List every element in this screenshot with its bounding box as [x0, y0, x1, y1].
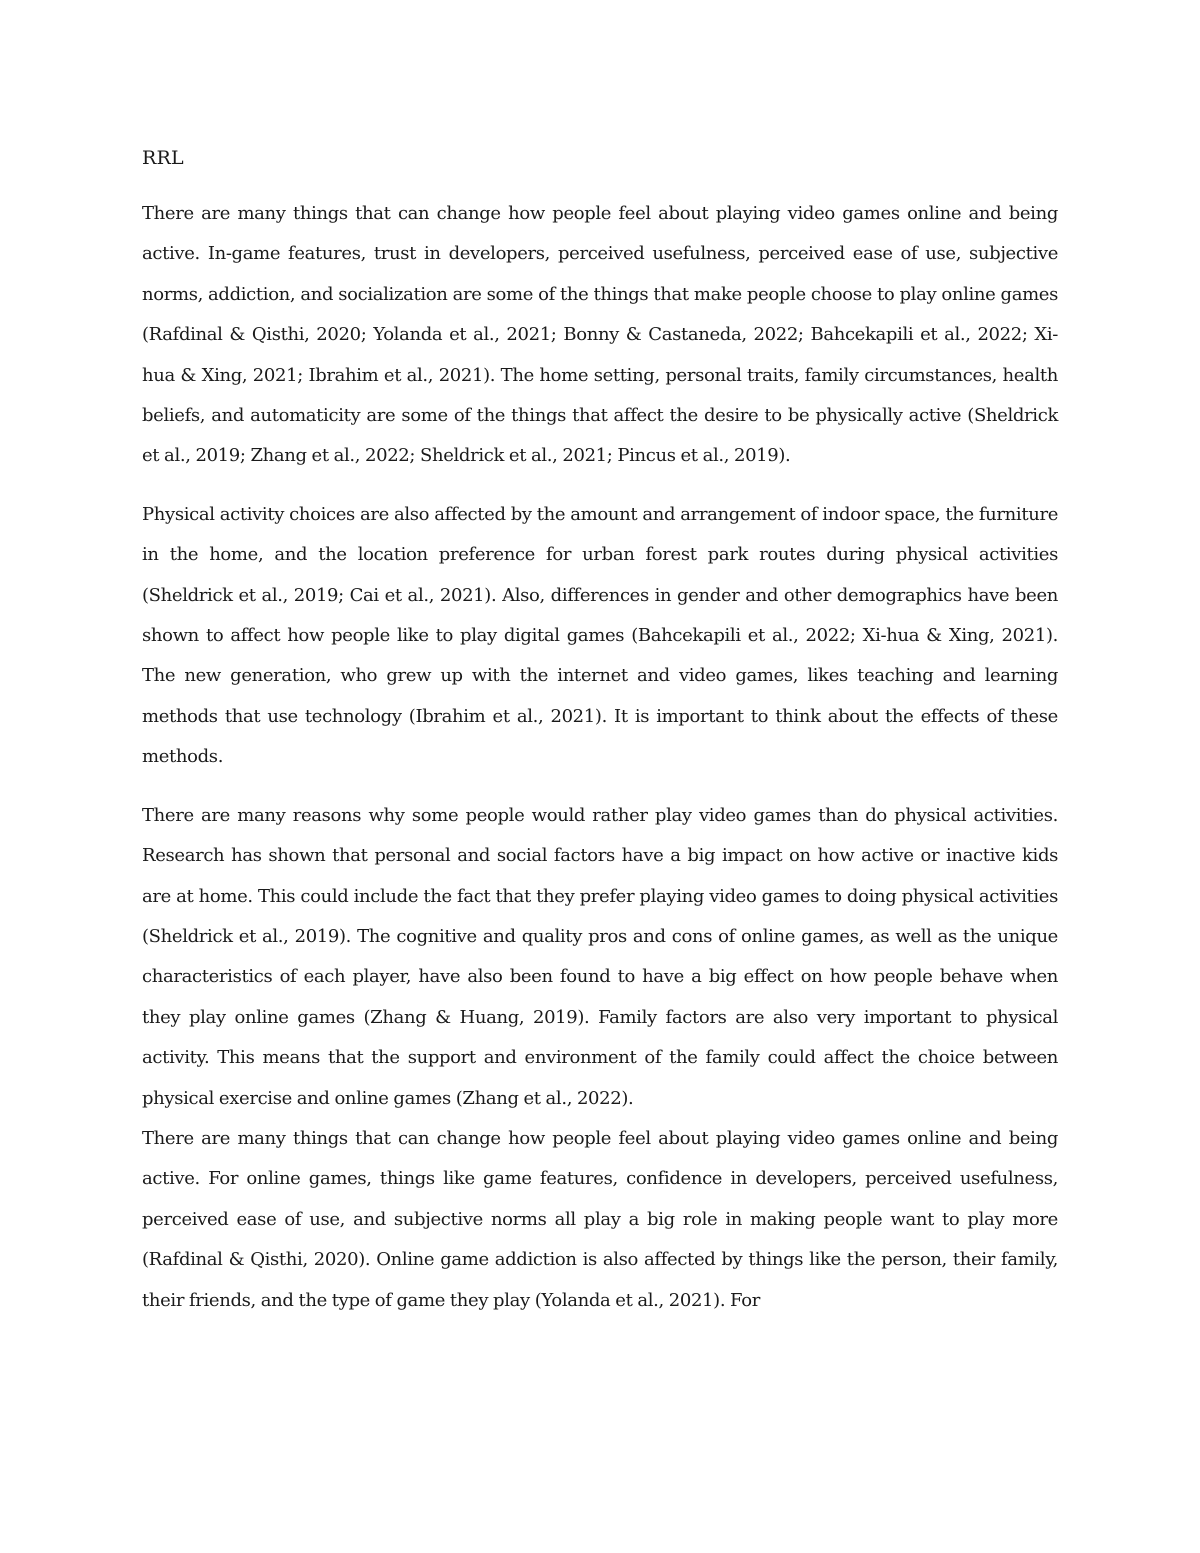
paragraph-2: Physical activity choices are also affected by the amount and arrangement of indoor space, the furniture in the home, and the location preference for urban forest park routes during physical activities (Sheldrick et al., 2019; Cai et al., 2021). Also, differences in gender and other demographics have been shown to affect how people like to play digital games (Bahcekapili et al., 2022; Xi-hua & Xing, 2021). The new generation, who grew up with the internet and video games, likes teaching and learning methods that use technology (Ibrahim et al., 2021). It is important to think about the effects of these methods.	[142, 503, 1058, 768]
paragraph-3: There are many reasons why some people would rather play video games than do physical activities. Research has shown that personal and social factors have a big impact on how active or inactive kids are at home. This could include the fact that they prefer playing video games to doing physical activities (Sheldrick et al., 2019). The cognitive and quality pros and cons of online games, as well as the unique characteristics of each player, have also been found to have a big effect on how people behave when they play online games (Zhang & Huang, 2019). Family factors are also very important to physical activity. This means that the support and environment of the family could affect the choice between physical exercise and online games (Zhang et al., 2022).	[142, 804, 1058, 1109]
document-body	[142, 138, 1058, 1321]
paragraph-4: There are many things that can change how people feel about playing video games online and being active. For online games, things like game features, confidence in developers, perceived usefulness, perceived ease of use, and subjective norms all play a big role in making people want to play more (Rafdinal & Qisthi, 2020). Online game addiction is also affected by things like the person, their family, their friends, and the type of game they play (Yolanda et al., 2021). For	[142, 1127, 1058, 1311]
section-heading: RRL	[142, 147, 184, 169]
paragraph-1: There are many things that can change how people feel about playing video games online and being active. In-game features, trust in developers, perceived usefulness, perceived ease of use, subjective norms, addiction, and socialization are some of the things that make people choose to play online games (Rafdinal & Qisthi, 2020; Yolanda et al., 2021; Bonny & Castaneda, 2022; Bahcekapili et al., 2022; Xi-hua & Xing, 2021; Ibrahim et al., 2021). The home setting, personal traits, family circumstances, health beliefs, and automaticity are some of the things that affect the desire to be physically active (Sheldrick et al., 2019; Zhang et al., 2022; Sheldrick et al., 2021; Pincus et al., 2019).	[142, 203, 1058, 467]
